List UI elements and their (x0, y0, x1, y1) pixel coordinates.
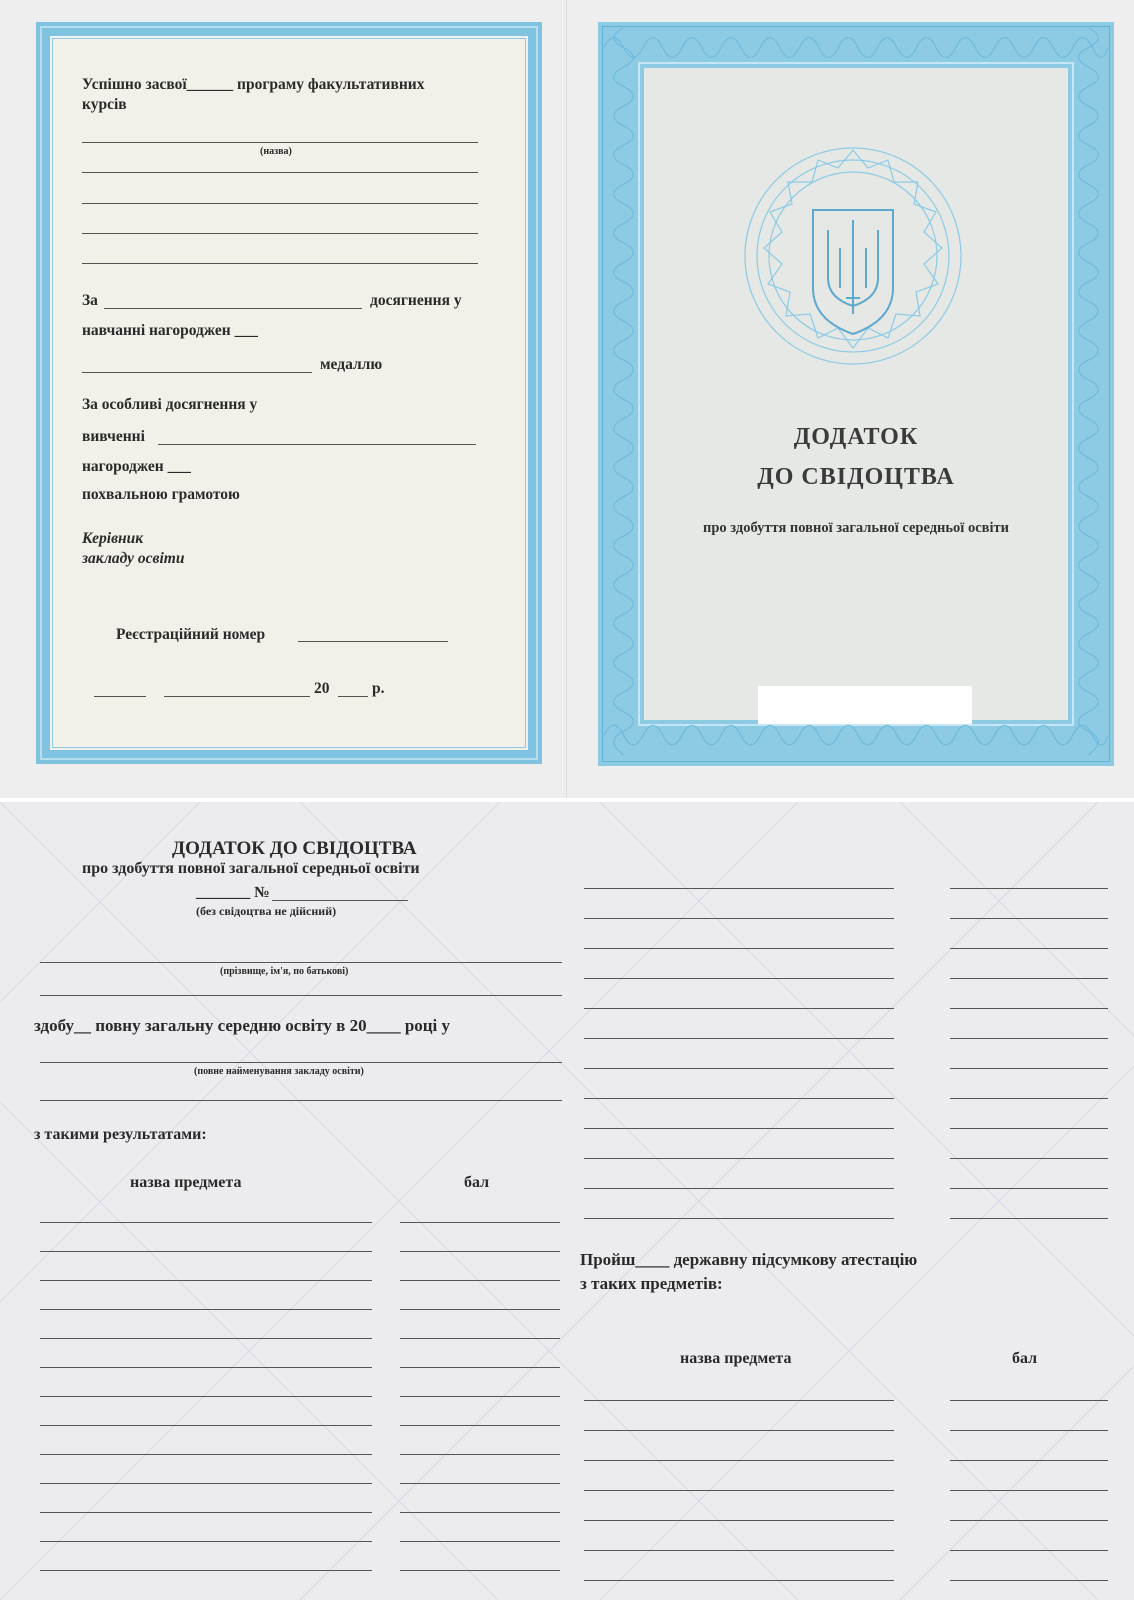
passed-line: Пройш____ державну підсумкову атестацію (580, 1250, 918, 1269)
subject-row[interactable] (584, 1188, 894, 1189)
results-label: з такими результатами: (34, 1126, 207, 1143)
course-line-1[interactable] (82, 142, 478, 143)
subject-row[interactable] (584, 948, 894, 949)
subject-row[interactable] (584, 1068, 894, 1069)
number-line[interactable] (272, 900, 408, 901)
course-line-4[interactable] (82, 233, 478, 234)
score-row[interactable] (950, 1038, 1108, 1039)
subject-row[interactable] (40, 1309, 372, 1310)
subject-row[interactable] (584, 1098, 894, 1099)
score-row[interactable] (400, 1483, 560, 1484)
score-row[interactable] (400, 1425, 560, 1426)
fold-line (566, 0, 567, 798)
subject-row[interactable] (40, 1222, 372, 1223)
name-caption: (назва) (260, 146, 292, 157)
col-subject-left: назва предмета (130, 1174, 242, 1191)
col-subject-right: назва предмета (680, 1350, 792, 1367)
awarded2-label: нагороджен ___ (82, 458, 191, 475)
score-row[interactable] (950, 1188, 1108, 1189)
score-row[interactable] (400, 1251, 560, 1252)
reg-line[interactable] (298, 641, 448, 642)
subject-row[interactable] (40, 1425, 372, 1426)
subject-row[interactable] (40, 1454, 372, 1455)
score-row[interactable] (400, 1280, 560, 1281)
score-row[interactable] (400, 1396, 560, 1397)
school-caption: (повне найменування закладу освіти) (194, 1066, 364, 1077)
month-line[interactable] (164, 696, 310, 697)
achievement-label: досягнення у (370, 292, 462, 309)
fullname-line[interactable] (40, 962, 562, 963)
fullname-caption: (прізвище, ім'я, по батькові) (220, 966, 349, 977)
subject-row[interactable] (584, 1490, 894, 1491)
for-label: За (82, 292, 98, 309)
cover-title-1: ДОДАТОК (793, 424, 919, 450)
score-row[interactable] (950, 1128, 1108, 1129)
score-row[interactable] (400, 1512, 560, 1513)
col-score-right: бал (1012, 1350, 1038, 1367)
year-prefix: 20 (314, 680, 330, 697)
score-row[interactable] (400, 1367, 560, 1368)
success-label: Успішно засвої______ програму факультативних (82, 76, 425, 93)
subject-row[interactable] (584, 1550, 894, 1551)
obtained-line: здобу__ повну загальну середню освіту в 20____ році у (34, 1016, 451, 1035)
course-line-5[interactable] (82, 263, 478, 264)
subject-row[interactable] (584, 1460, 894, 1461)
subject-row[interactable] (40, 1396, 372, 1397)
subject-row[interactable] (584, 888, 894, 889)
head-label-2: закладу освіти (82, 550, 185, 567)
year-line[interactable] (338, 696, 368, 697)
score-row[interactable] (950, 978, 1108, 979)
day-line[interactable] (94, 696, 146, 697)
score-row[interactable] (950, 1218, 1108, 1219)
course-line-2[interactable] (82, 172, 478, 173)
guilloche-border (604, 28, 1108, 755)
subject-row[interactable] (584, 1580, 894, 1581)
subject-row[interactable] (584, 1430, 894, 1431)
subject-row[interactable] (40, 1367, 372, 1368)
year-suffix: р. (372, 680, 385, 697)
study-line[interactable] (158, 444, 476, 445)
subject-row[interactable] (584, 978, 894, 979)
medal-line[interactable] (82, 372, 312, 373)
doc-title: ДОДАТОК ДО СВІДОЦТВА (172, 838, 417, 859)
subject-row[interactable] (40, 1251, 372, 1252)
subjects-line: з таких предметів: (580, 1274, 723, 1293)
doc-subtitle: про здобуття повної загальної середньої освіти (82, 860, 420, 877)
study-label: вивченні (82, 428, 145, 445)
col-score-left: бал (464, 1174, 490, 1191)
score-row[interactable] (400, 1222, 560, 1223)
head-label-1: Керівник (82, 530, 144, 547)
cover-title-2: ДО СВІДОЦТВА (757, 464, 955, 490)
score-row[interactable] (950, 1098, 1108, 1099)
subject-row[interactable] (584, 918, 894, 919)
score-row[interactable] (950, 1008, 1108, 1009)
score-row[interactable] (950, 1490, 1108, 1491)
subject-row[interactable] (40, 1280, 372, 1281)
school-line-2[interactable] (40, 1100, 562, 1101)
school-line[interactable] (40, 1062, 562, 1063)
cover-subtitle: про здобуття повної загальної середньої освіти (703, 520, 1009, 536)
achievement-line[interactable] (104, 308, 362, 309)
subject-row[interactable] (40, 1483, 372, 1484)
score-row[interactable] (400, 1541, 560, 1542)
score-row[interactable] (400, 1309, 560, 1310)
left-page-frame (36, 22, 542, 764)
subject-row[interactable] (584, 1520, 894, 1521)
score-row[interactable] (950, 1580, 1108, 1581)
subject-row[interactable] (584, 1158, 894, 1159)
subject-row[interactable] (40, 1541, 372, 1542)
score-row[interactable] (400, 1570, 560, 1571)
special-label: За особливі досягнення у (82, 396, 258, 413)
cover-frame (598, 22, 1114, 766)
bottom-spread (0, 802, 1134, 1600)
course-line-3[interactable] (82, 203, 478, 204)
subject-row[interactable] (584, 1400, 894, 1401)
score-row[interactable] (950, 948, 1108, 949)
serial-number-box (758, 686, 972, 724)
subject-row[interactable] (40, 1570, 372, 1571)
awarded-label: навчанні нагороджен ___ (82, 322, 258, 339)
score-row[interactable] (950, 1158, 1108, 1159)
medal-label: медаллю (320, 356, 383, 373)
score-row[interactable] (950, 1520, 1108, 1521)
score-row[interactable] (950, 1430, 1108, 1431)
top-spread (0, 0, 1134, 798)
background-pattern (0, 802, 1134, 1600)
subject-row[interactable] (584, 1008, 894, 1009)
praise-label: похвальною грамотою (82, 486, 240, 503)
courses-label: курсів (82, 96, 127, 113)
score-row[interactable] (950, 888, 1108, 889)
score-row[interactable] (950, 1460, 1108, 1461)
score-row[interactable] (400, 1454, 560, 1455)
score-row[interactable] (950, 1400, 1108, 1401)
reg-label: Реєстраційний номер (116, 626, 266, 643)
subject-row[interactable] (40, 1338, 372, 1339)
trident-emblem-icon (728, 138, 978, 388)
score-row[interactable] (950, 1068, 1108, 1069)
subject-row[interactable] (40, 1512, 372, 1513)
number-prefix: _______ № (196, 884, 270, 901)
subject-row[interactable] (584, 1218, 894, 1219)
score-row[interactable] (950, 1550, 1108, 1551)
score-row[interactable] (400, 1338, 560, 1339)
invalid-note: (без свідоцтва не дійсний) (196, 904, 337, 918)
fullname-line-2[interactable] (40, 995, 562, 996)
subject-row[interactable] (584, 1128, 894, 1129)
subject-row[interactable] (584, 1038, 894, 1039)
score-row[interactable] (950, 918, 1108, 919)
